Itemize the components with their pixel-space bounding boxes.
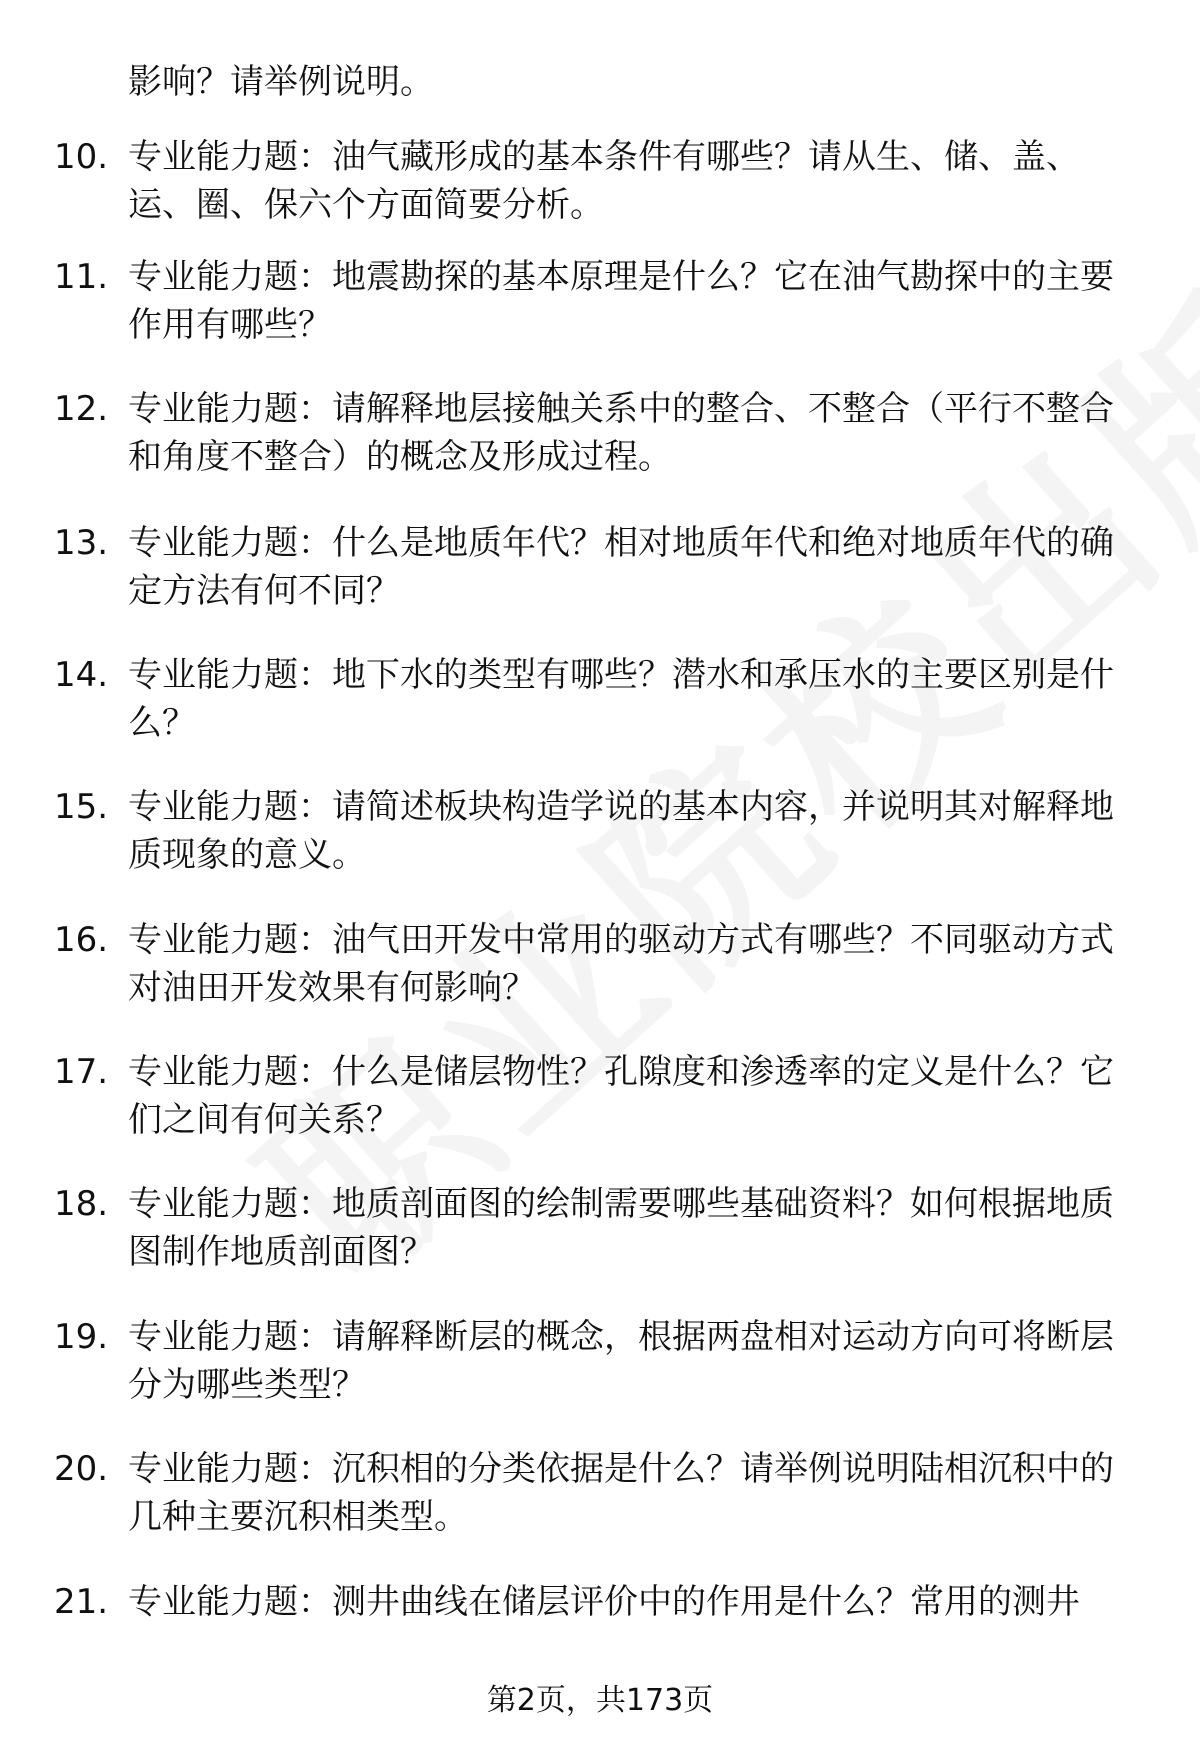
question-number: 18. <box>54 1184 109 1224</box>
question-number: 17. <box>54 1052 109 1092</box>
question-text: 专业能力题：请解释断层的概念，根据两盘相对运动方向可将断层分为哪些类型？ <box>128 1317 1114 1405</box>
question-number: 21. <box>54 1582 109 1622</box>
question-text: 专业能力题：测井曲线在储层评价中的作用是什么？常用的测井 <box>128 1582 1080 1622</box>
question-text: 专业能力题：油气藏形成的基本条件有哪些？请从生、储、盖、运、圈、保六个方面简要分析。 <box>128 137 1080 225</box>
question-number: 13. <box>54 523 109 563</box>
question-number: 14. <box>54 655 109 695</box>
question-text: 专业能力题：什么是地质年代？相对地质年代和绝对地质年代的确定方法有何不同？ <box>128 523 1114 611</box>
question-text: 专业能力题：请简述板块构造学说的基本内容，并说明其对解释地质现象的意义。 <box>128 787 1114 875</box>
question-text: 专业能力题：什么是储层物性？孔隙度和渗透率的定义是什么？它们之间有何关系？ <box>128 1052 1114 1140</box>
question-text: 专业能力题：油气田开发中常用的驱动方式有哪些？不同驱动方式对油田开发效果有何影响？ <box>128 920 1114 1008</box>
page-footer: 第2页，共173页 <box>486 1683 714 1718</box>
question-number: 11. <box>54 257 109 297</box>
question-text: 专业能力题：地下水的类型有哪些？潜水和承压水的主要区别是什么？ <box>128 655 1114 743</box>
question-number: 15. <box>54 787 109 827</box>
continuation-text: 影响？请举例说明。 <box>128 62 434 102</box>
question-text: 专业能力题：沉积相的分类依据是什么？请举例说明陆相沉积中的几种主要沉积相类型。 <box>128 1449 1114 1537</box>
question-text: 专业能力题：请解释地层接触关系中的整合、不整合（平行不整合和角度不整合）的概念及形成过程。 <box>128 389 1114 477</box>
question-text: 专业能力题：地质剖面图的绘制需要哪些基础资料？如何根据地质图制作地质剖面图？ <box>128 1184 1114 1272</box>
question-number: 12. <box>54 389 109 429</box>
question-number: 10. <box>54 137 109 177</box>
question-number: 16. <box>54 920 109 960</box>
question-number: 19. <box>54 1317 109 1357</box>
question-text: 专业能力题：地震勘探的基本原理是什么？它在油气勘探中的主要作用有哪些？ <box>128 257 1114 345</box>
question-number: 20. <box>54 1449 109 1489</box>
